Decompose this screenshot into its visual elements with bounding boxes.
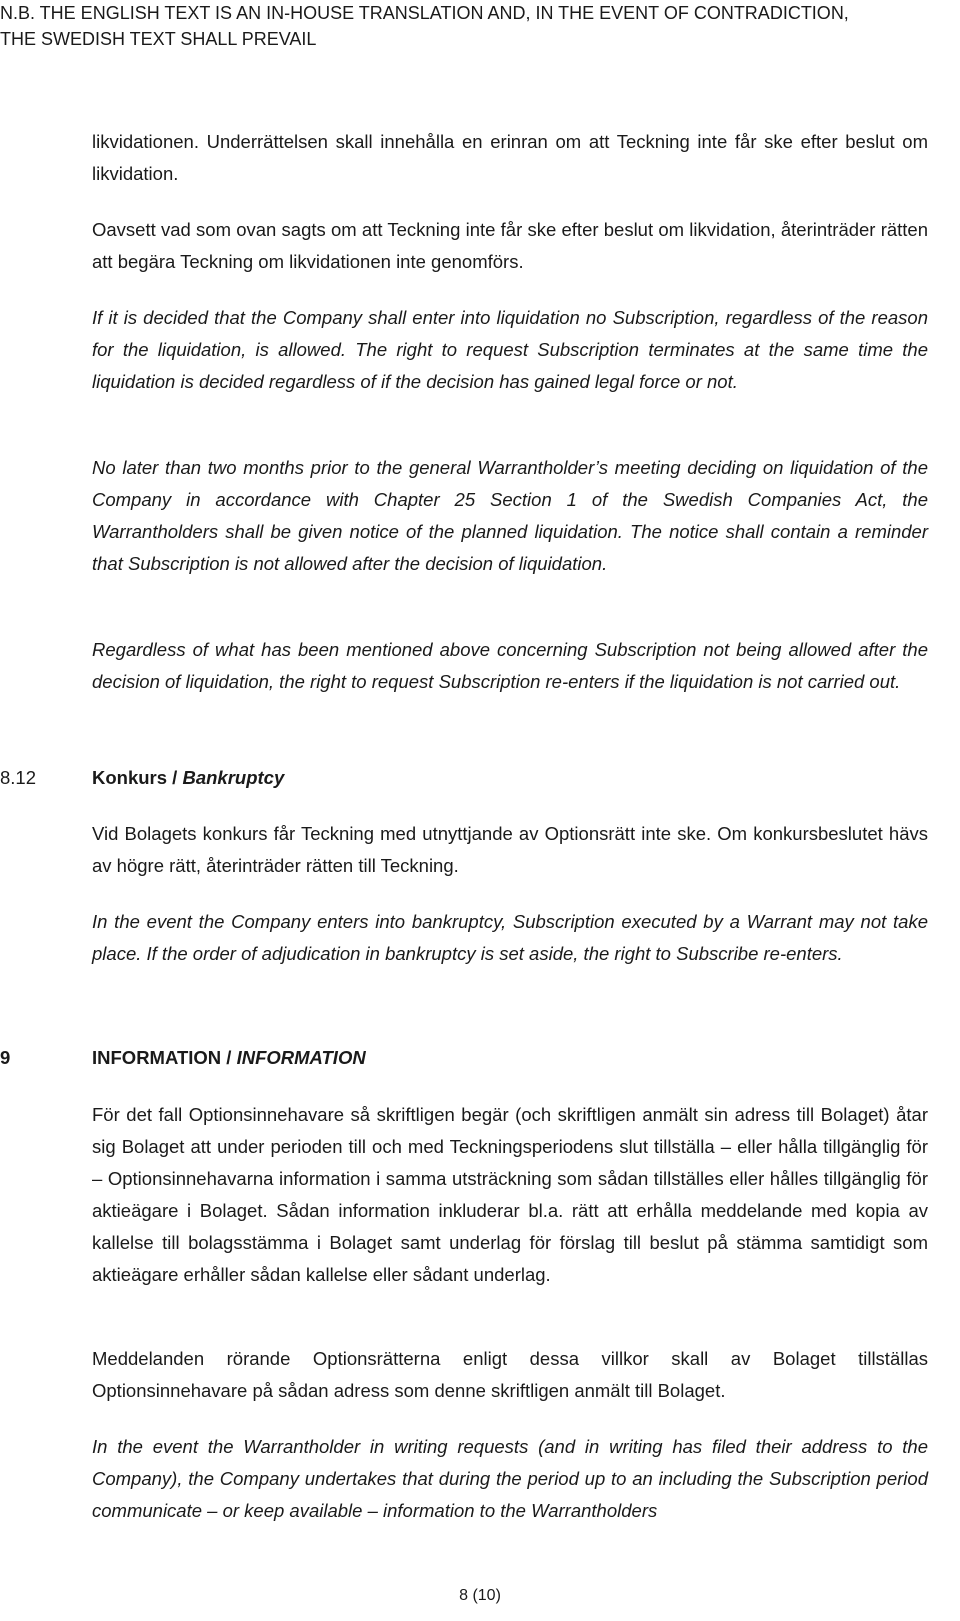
page-number: 8 (10) [459, 1587, 501, 1604]
section-number: 9 [0, 1047, 11, 1068]
paragraph-bankruptcy-en: In the event the Company enters into bankruptcy, Subscription executed by a Warrant may not take place. If the order of adjudication in bankruptcy is set aside, the right to Subscribe re-enters. [92, 911, 928, 964]
section-title-en: INFORMATION [236, 1047, 366, 1068]
section-title-en: Bankruptcy [182, 767, 285, 788]
translation-notice-line-2: THE SWEDISH TEXT SHALL PREVAIL [0, 29, 317, 49]
paragraph-information-sv: För det fall Optionsinnehavare så skriftligen begär (och skriftligen anmält sin adress till Bolaget) åtar sig Bolaget att under perioden till och med Teckningsperiodens slut tillställa – eller hålla tillgänglig för – Optionsinnehavarna information i samma utsträckning som sådan tillställes eller hålles tillgänglig för aktieägare i Bolaget. Sådan information inkluderar bl.a. rätt att erhålla meddelande med kopia av kallelse till bolagsstämma i Bolaget samt underlag för förslag till beslut på stämma samtidigt som aktieägare erhåller sådan kallelse eller sådant underlag. [92, 1104, 928, 1285]
paragraph-liquidation-en: If it is decided that the Company shall enter into liquidation no Subscription, regardless of the reason for the liquidation, is allowed. The right to request Subscription terminates at the same time the liquidation is decided regardless of if the decision has gained legal force or not. [92, 307, 928, 392]
section-title-sv: INFORMATION / [92, 1047, 237, 1068]
translation-notice-line-1: N.B. THE ENGLISH TEXT IS AN IN-HOUSE TRANSLATION AND, IN THE EVENT OF CONTRADICTION, [0, 3, 849, 23]
section-title [92, 762, 284, 794]
paragraph-notices-sv: Meddelanden rörande Optionsrätterna enligt dessa villkor skall av Bolaget tillställas Optionsinnehavare på sådan adress som denne skriftligen anmält till Bolaget. [92, 1348, 928, 1401]
paragraph-information-en: In the event the Warrantholder in writing requests (and in writing has filed their address to the Company), the Company undertakes that during the period up to an including the Subscription period communicate – or keep available – information to the Warrantholders [92, 1436, 928, 1521]
paragraph-liquidation-notice-en: No later than two months prior to the general Warrantholder’s meeting deciding on liquidation of the Company in accordance with Chapter 25 Section 1 of the Swedish Companies Act, the Warrantholders shall be given notice of the planned liquidation. The notice shall contain a reminder that Subscription is not allowed after the decision of liquidation. [92, 457, 928, 574]
section-title-sv: Konkurs / [92, 767, 183, 788]
translation-notice [0, 0, 955, 52]
paragraph-liquidation-reentry-en: Regardless of what has been mentioned above concerning Subscription not being allowed after the decision of liquidation, the right to request Subscription re-enters if the liquidation is not carried out. [92, 639, 928, 692]
paragraph-liquidation-reentry-sv: Oavsett vad som ovan sagts om att Teckning inte får ske efter beslut om likvidation, återinträder rätten att begära Teckning om likvidationen inte genomförs. [92, 219, 928, 272]
section-title [92, 1042, 366, 1074]
paragraph-bankruptcy-sv: Vid Bolagets konkurs får Teckning med utnyttjande av Optionsrätt inte ske. Om konkursbeslutet hävs av högre rätt, återinträder rätten till Teckning. [92, 823, 928, 876]
paragraph-liquidation-notice-continued: likvidationen. Underrättelsen skall innehålla en erinran om att Teckning inte får ske efter beslut om likvidation. [92, 131, 928, 184]
section-number: 8.12 [0, 767, 37, 788]
